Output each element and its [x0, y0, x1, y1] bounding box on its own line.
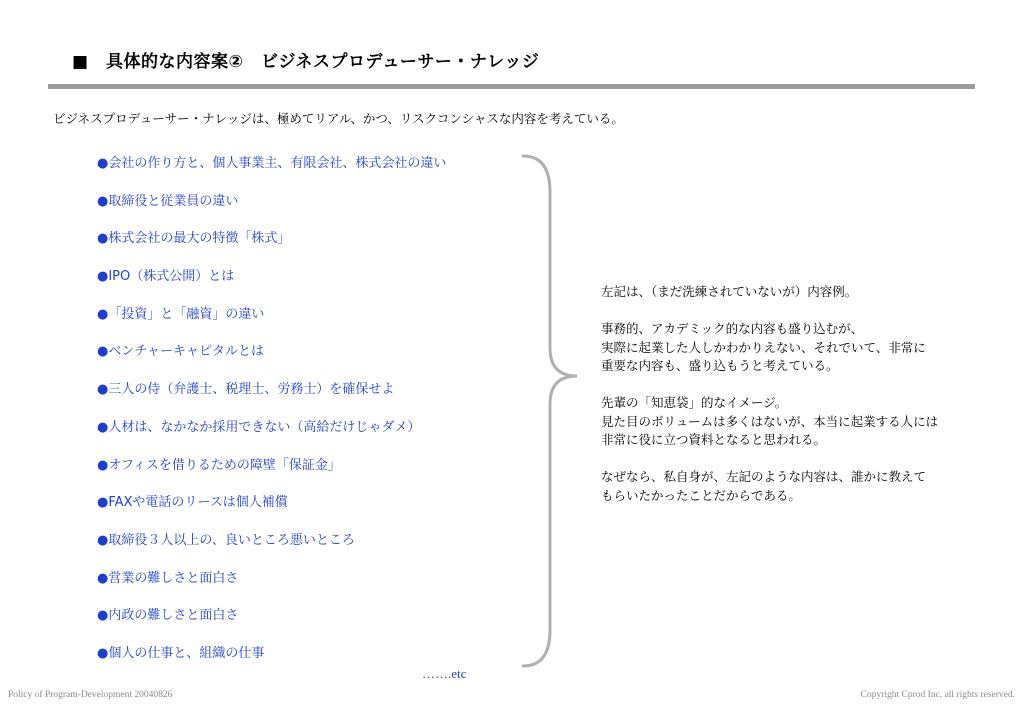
list-item: ●FAXや電話のリースは個人補償: [97, 495, 288, 511]
footer-document-label: Policy of Program-Development 20040826: [8, 690, 173, 700]
explanation-line: 重要な内容も、盛り込もうと考えている。: [601, 358, 839, 373]
content-item-list: [97, 155, 446, 683]
list-item: ●個人の仕事と、組織の仕事: [97, 645, 265, 661]
footer-copyright: Copyright Cprod Inc, all rights reserved.: [860, 690, 1015, 700]
list-item: ●株式会社の最大の特徴「株式」: [97, 231, 291, 247]
explanation-line: もらいたかったことだからである。: [601, 487, 801, 503]
right-brace-icon: [520, 152, 590, 672]
list-item: ●取締役と従業員の違い: [97, 193, 239, 209]
explanation-paragraph-3: [601, 394, 938, 450]
intro-text: ビジネスプロデューサー・ナレッジは、極めてリアル、かつ、リスクコンシャスな内容を考えている。: [53, 111, 624, 126]
explanation-paragraph-1: [601, 283, 938, 302]
list-item: ●人材は、なかなか採用できない（高給だけじゃダメ）: [97, 419, 421, 435]
explanation-line: なぜなら、私自身が、左記のような内容は、誰かに教えて: [601, 469, 927, 484]
explanation-block: [601, 283, 938, 524]
list-item: ●IPO（株式公開）とは: [97, 269, 235, 285]
list-item: ●ベンチャーキャピタルとは: [97, 344, 264, 360]
list-item: ●「投資」と「融資」の違い: [97, 306, 265, 322]
list-item: ●オフィスを借りるための障壁「保証金」: [97, 457, 341, 473]
explanation-line: 見た目のボリュームは多くはないが、本当に起業する人には: [601, 413, 939, 429]
explanation-line: 先輩の「知恵袋」的なイメージ。: [601, 395, 788, 410]
list-item: ●営業の難しさと面白さ: [97, 570, 239, 586]
explanation-paragraph-4: [601, 468, 938, 505]
explanation-line: 左記は、（まだ洗練されていないが）内容例。: [601, 284, 858, 299]
list-item: ●内政の難しさと面白さ: [97, 608, 239, 624]
slide-title: ■ 具体的な内容案② ビジネスプロデューサー・ナレッジ: [72, 52, 540, 72]
explanation-paragraph-2: [601, 320, 938, 376]
explanation-line: 非常に役に立つ資料となると思われる。: [601, 432, 827, 447]
etc-label: …….etc: [422, 666, 467, 681]
list-item: ●取締役３人以上の、良いところ悪いところ: [97, 532, 355, 548]
list-item: ●三人の侍（弁護士、税理士、労務士）を確保せよ: [97, 382, 395, 398]
explanation-line: 事務的、アカデミック的な内容も盛り込むが、: [601, 321, 864, 336]
list-item: ●会社の作り方と、個人事業主、有限会社、株式会社の違い: [97, 156, 447, 171]
explanation-line: 実際に起業した人しかわかりえない、それでいて、非常に: [601, 339, 926, 355]
title-divider: [48, 84, 975, 89]
